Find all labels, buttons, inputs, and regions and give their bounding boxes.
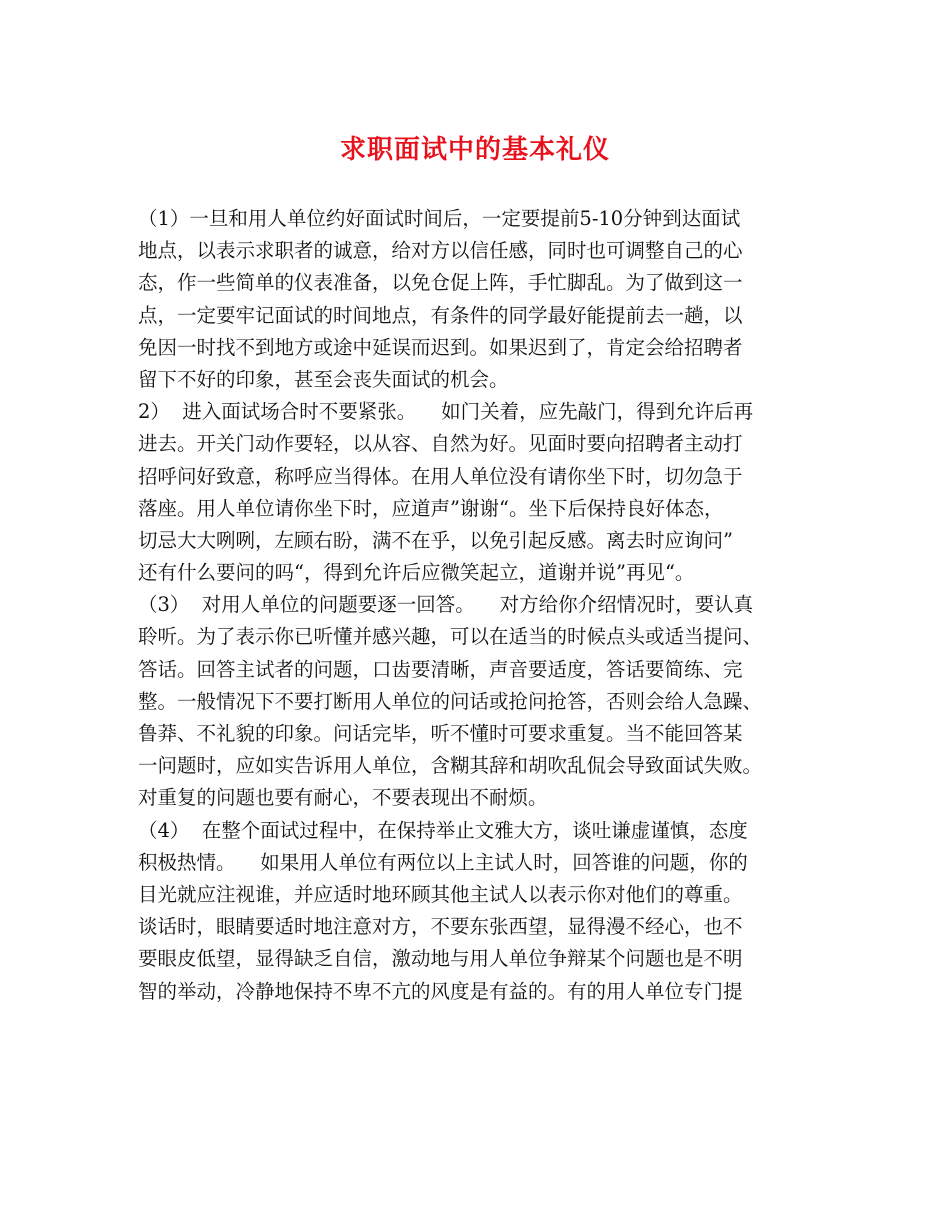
- text-line: （3） 对用人单位的问题要逐一回答。 对方给你介绍情况时，要认真: [138, 593, 754, 617]
- text-line: 招呼问好致意，称呼应当得体。在用人单位没有请你坐下时，切勿急于: [138, 464, 743, 488]
- document-body: [138, 203, 828, 1008]
- text-line: 聆听。为了表示你已听懂并感兴趣，可以在适当的时候点头或适当提问、: [138, 625, 763, 649]
- text-line: 留下不好的印象，甚至会丧失面试的机会。: [138, 367, 509, 391]
- text-line: 要眼皮低望，显得缺乏自信，激动地与用人单位争辩某个问题也是不明: [138, 947, 743, 971]
- text-line: 态，作一些简单的仪表准备，以免仓促上阵，手忙脚乱。为了做到这一: [138, 271, 743, 295]
- text-line: 地点，以表示求职者的诚意，给对方以信任感，同时也可调整自己的心: [138, 239, 743, 263]
- text-line: 点，一定要牢记面试的时间地点，有条件的同学最好能提前去一趟，以: [138, 303, 743, 327]
- text-line: 落座。用人单位请你坐下时，应道声”谢谢“。坐下后保持良好体态，: [138, 496, 724, 520]
- text-line: 目光就应注视谁，并应适时地环顾其他主试人以表示你对他们的尊重。: [138, 882, 743, 906]
- text-line: 免因一时找不到地方或途中延误而迟到。如果迟到了，肯定会给招聘者: [138, 335, 743, 359]
- text-line: 整。一般情况下不要打断用人单位的问话或抢问抢答，否则会给人急躁、: [138, 689, 763, 713]
- text-line: 答话。回答主试者的问题，口齿要清晰，声音要适度，答话要简练、完: [138, 657, 743, 681]
- text-line: 进去。开关门动作要轻，以从容、自然为好。见面时要向招聘者主动打: [138, 432, 743, 456]
- text-line: 还有什么要问的吗“，得到允许后应微笑起立，道谢并说”再见“。: [138, 561, 695, 585]
- text-line: （4） 在整个面试过程中，在保持举止文雅大方，谈吐谦虚谨慎，态度: [138, 818, 748, 842]
- text-line: 鲁莽、不礼貌的印象。问话完毕，听不懂时可要求重复。当不能回答某: [138, 722, 743, 745]
- text-line: 智的举动，冷静地保持不卑不亢的风度是有益的。有的用人单位专门提: [138, 979, 743, 1003]
- text-line: 积极热情。 如果用人单位有两位以上主试人时，回答谁的问题，你的: [138, 850, 748, 874]
- text-line: 谈话时，眼睛要适时地注意对方，不要东张西望，显得漫不经心，也不: [138, 915, 743, 939]
- text-line: 一问题时，应如实告诉用人单位，含糊其辞和胡吹乱侃会导致面试失败。: [138, 754, 763, 778]
- text-line: 对重复的问题也要有耐心，不要表现出不耐烦。: [138, 786, 548, 810]
- text-line: （1）一旦和用人单位约好面试时间后，一定要提前5-10分钟到达面试: [138, 207, 741, 230]
- text-line: 切忌大大咧咧，左顾右盼，满不在乎，以免引起反感。离去时应询问”: [138, 528, 733, 552]
- text-line: 2） 进入面试场合时不要紧张。 如门关着，应先敲门，得到允许后再: [138, 400, 754, 424]
- page-title: 求职面试中的基本礼仪: [339, 135, 610, 165]
